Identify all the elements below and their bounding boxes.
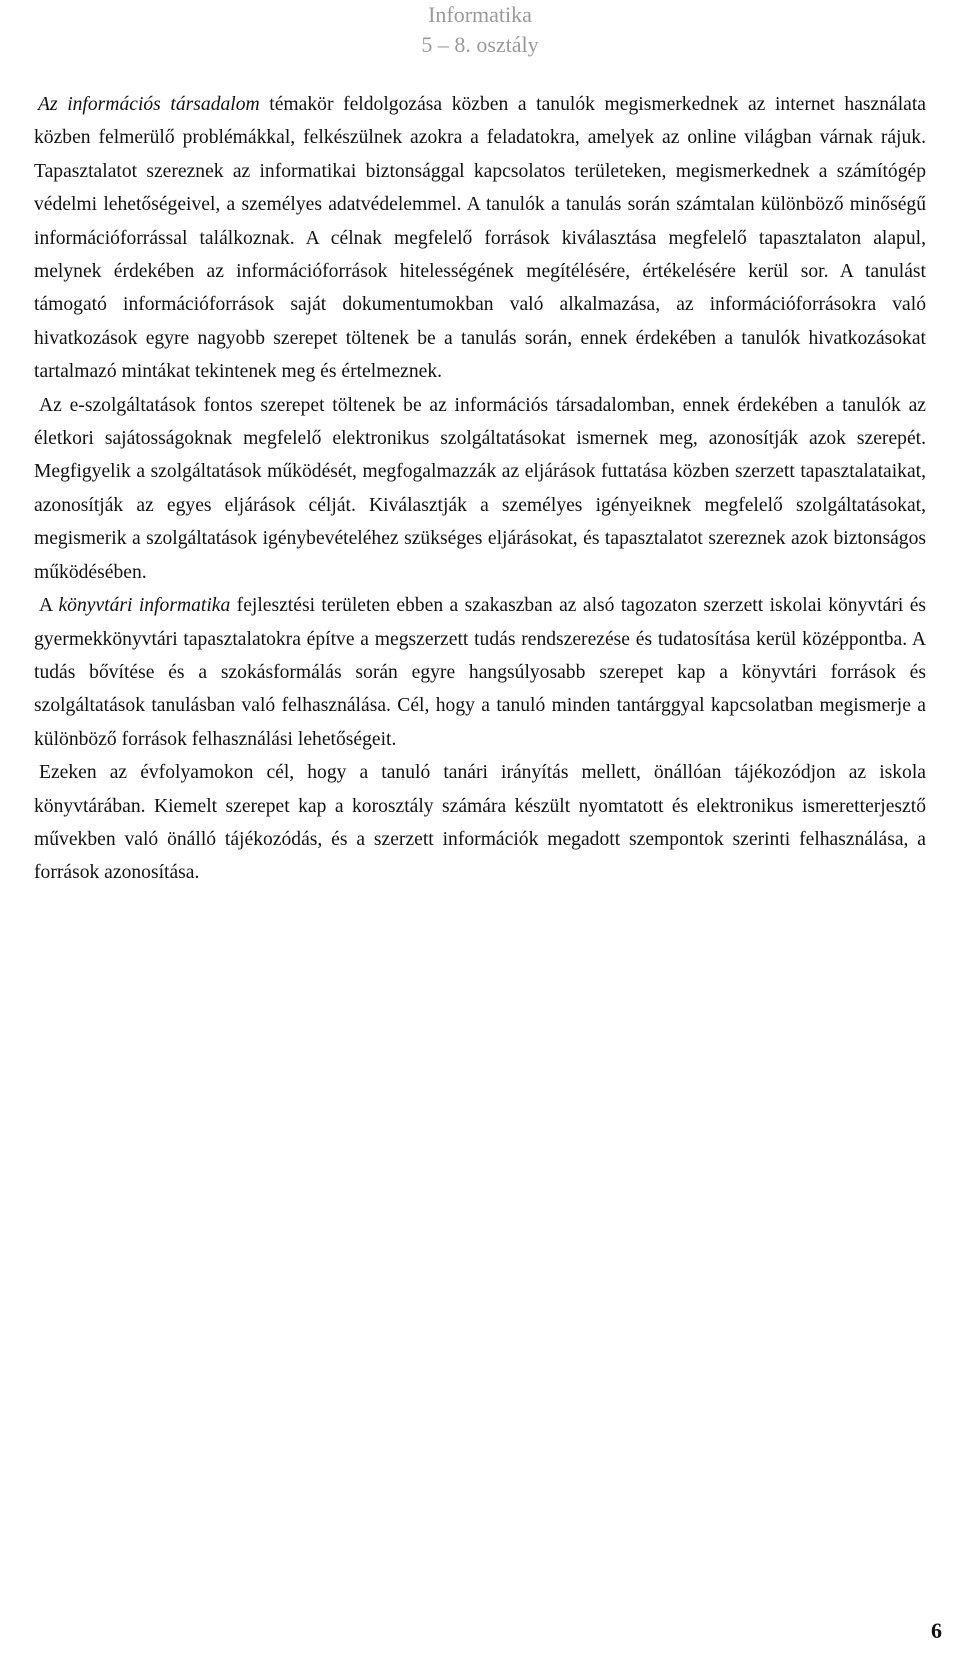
paragraph-segment: témakör feldolgozása közben a tanulók megismerkednek az internet használata közben felmerülő problémákkal, felkészülnek azokra a feladatokra, amelyek az online világban várnak rájuk. Tapasztalatot szereznek az informatikai biztonsággal kapcsolatos területeken, megismerkednek a számítógép védelmi lehetőségeivel, a személyes adatvédelemmel. A tanulók a tanulás során számtalan különböző minőségű információforrással találkoznak. A célnak megfelelő források kiválasztása megfelelő tapasztalaton alapul, melynek érdekében az információforrások hitelességének megítélésére, értékelésére kerül sor. A tanulást támogató információforrások saját dokumentumokban való alkalmazása, az információforrásokra való hivatkozások egyre nagyobb szerepet töltenek be a tanulás során, ennek érdekében a tanulók hivatkozásokat tartalmazó mintákat tekintenek meg és értelmeznek.: [34, 94, 927, 383]
header-subtitle: 5 – 8. osztály: [421, 32, 539, 57]
paragraph-segment: A: [39, 595, 59, 617]
header-title: Informatika: [428, 2, 532, 27]
paragraph-segment: Az e-szolgáltatások fontos szerepet töltenek be az információs társadalomban, ennek érdekében a tanulók az életkori sajátosságoknak megfelelő elektronikus szolgáltatásokat ismernek meg, azonosítják azok szerepét. Megfigyelik a szolgáltatások működését, megfogalmazzák az eljárások futtatása közben szerzett tapasztalataikat, azonosítják az egyes eljárások célját. Kiválasztják a személyes igényeiknek megfelelő szolgáltatásokat, megismerik a szolgáltatások igénybevételéhez szükséges eljárásokat, és tapasztalatot szereznek azok biztonságos működésében.: [34, 394, 926, 583]
paragraph-e-services: [34, 389, 926, 589]
paragraph-segment-italic: könyvtári informatika: [58, 595, 231, 617]
paragraph-information-society: [34, 88, 926, 389]
paragraph-library-informatics: [34, 589, 926, 756]
page-number: 6: [931, 1618, 942, 1643]
paragraph-grade-goals: [34, 756, 926, 890]
page-header: [0, 0, 960, 60]
paragraph-segment: Ezeken az évfolyamokon cél, hogy a tanuló tanári irányítás mellett, önállóan tájékozódjon az iskola könyvtárában. Kiemelt szerepet kap a korosztály számára készült nyomtatott és elektronikus ismeretterjesztő művekben való önálló tájékozódás, és a szerzett információk megadott szempontok szerinti felhasználása, a források azonosítása.: [34, 762, 926, 884]
document-body: [34, 88, 926, 890]
paragraph-segment: fejlesztési területen ebben a szakaszban az alsó tagozaton szerzett iskolai könyvtári és gyermekkönyvtári tapasztalatokra építve a megszerzett tudás rendszerezése és tudatosítása kerül középpontba. A tudás bővítése és a szokásformálás során egyre hangsúlyosabb szerepet kap a könyvtári források és szolgáltatások tanulásban való felhasználása. Cél, hogy a tanuló minden tantárggyal kapcsolatban megismerje a különböző források felhasználási lehetőségeit.: [34, 595, 927, 750]
paragraph-segment-italic: Az információs társadalom: [38, 94, 260, 115]
